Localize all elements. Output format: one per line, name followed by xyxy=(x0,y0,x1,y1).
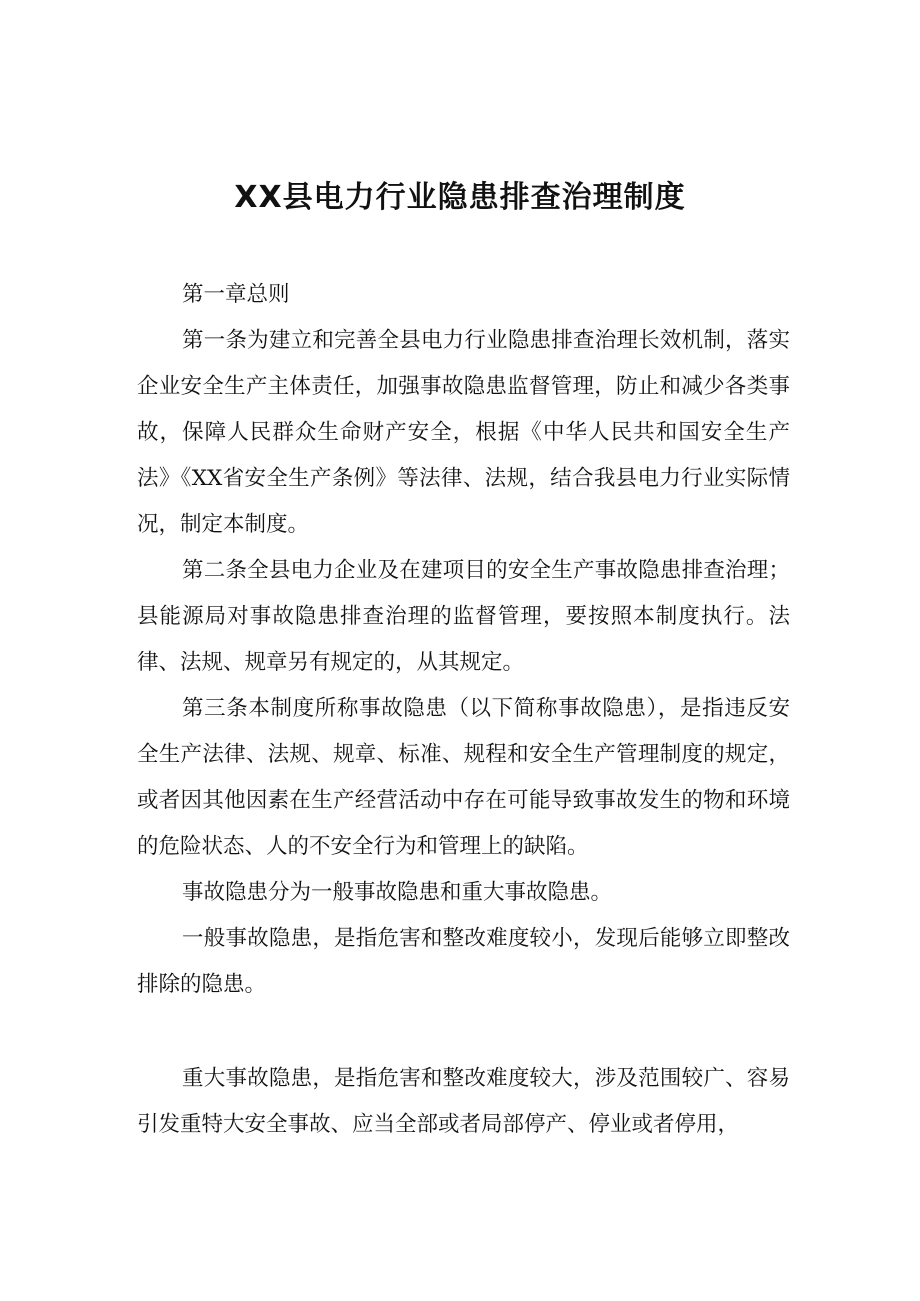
document-title: XX县电力行业隐患排查治理制度 xyxy=(234,180,686,215)
article-2-paragraph: 第二条全县电力企业及在建项目的安全生产事故隐患排查治理；县能源局对事故隐患排查治理的监督管理，要按照本制度执行。法律、法规、规章另有规定的，从其规定。 xyxy=(137,558,790,675)
hazard-classification-paragraph: 事故隐患分为一般事故隐患和重大事故隐患。 xyxy=(182,880,613,905)
general-hazard-paragraph: 一般事故隐患，是指危害和整改难度较小，发现后能够立即整改排除的隐患。 xyxy=(137,926,790,997)
article-1-paragraph: 第一条为建立和完善全县电力行业隐患排查治理长效机制，落实企业安全生产主体责任，加强事故隐患监督管理，防止和减少各类事故，保障人民群众生命财产安全，根据《中华人民共和国安全生产法》《XX省安全生产条例》等法律、法规，结合我县电力行业实际情况，制定本制度。 xyxy=(137,328,790,537)
major-hazard-paragraph: 重大事故隐患，是指危害和整改难度较大，涉及范围较广、容易引发重特大安全事故、应当全部或者局部停产、停业或者停用， xyxy=(137,1066,790,1137)
paragraph-spacer xyxy=(137,1008,790,1056)
chapter-heading: 第一章总则 xyxy=(182,282,290,307)
document-body xyxy=(137,272,790,1148)
article-3-paragraph: 第三条本制度所称事故隐患（以下简称事故隐患），是指违反安全生产法律、法规、规章、标准、规程和安全生产管理制度的规定，或者因其他因素在生产经营活动中存在可能导致事故发生的物和环境的危险状态、人的不安全行为和管理上的缺陷。 xyxy=(137,696,790,859)
